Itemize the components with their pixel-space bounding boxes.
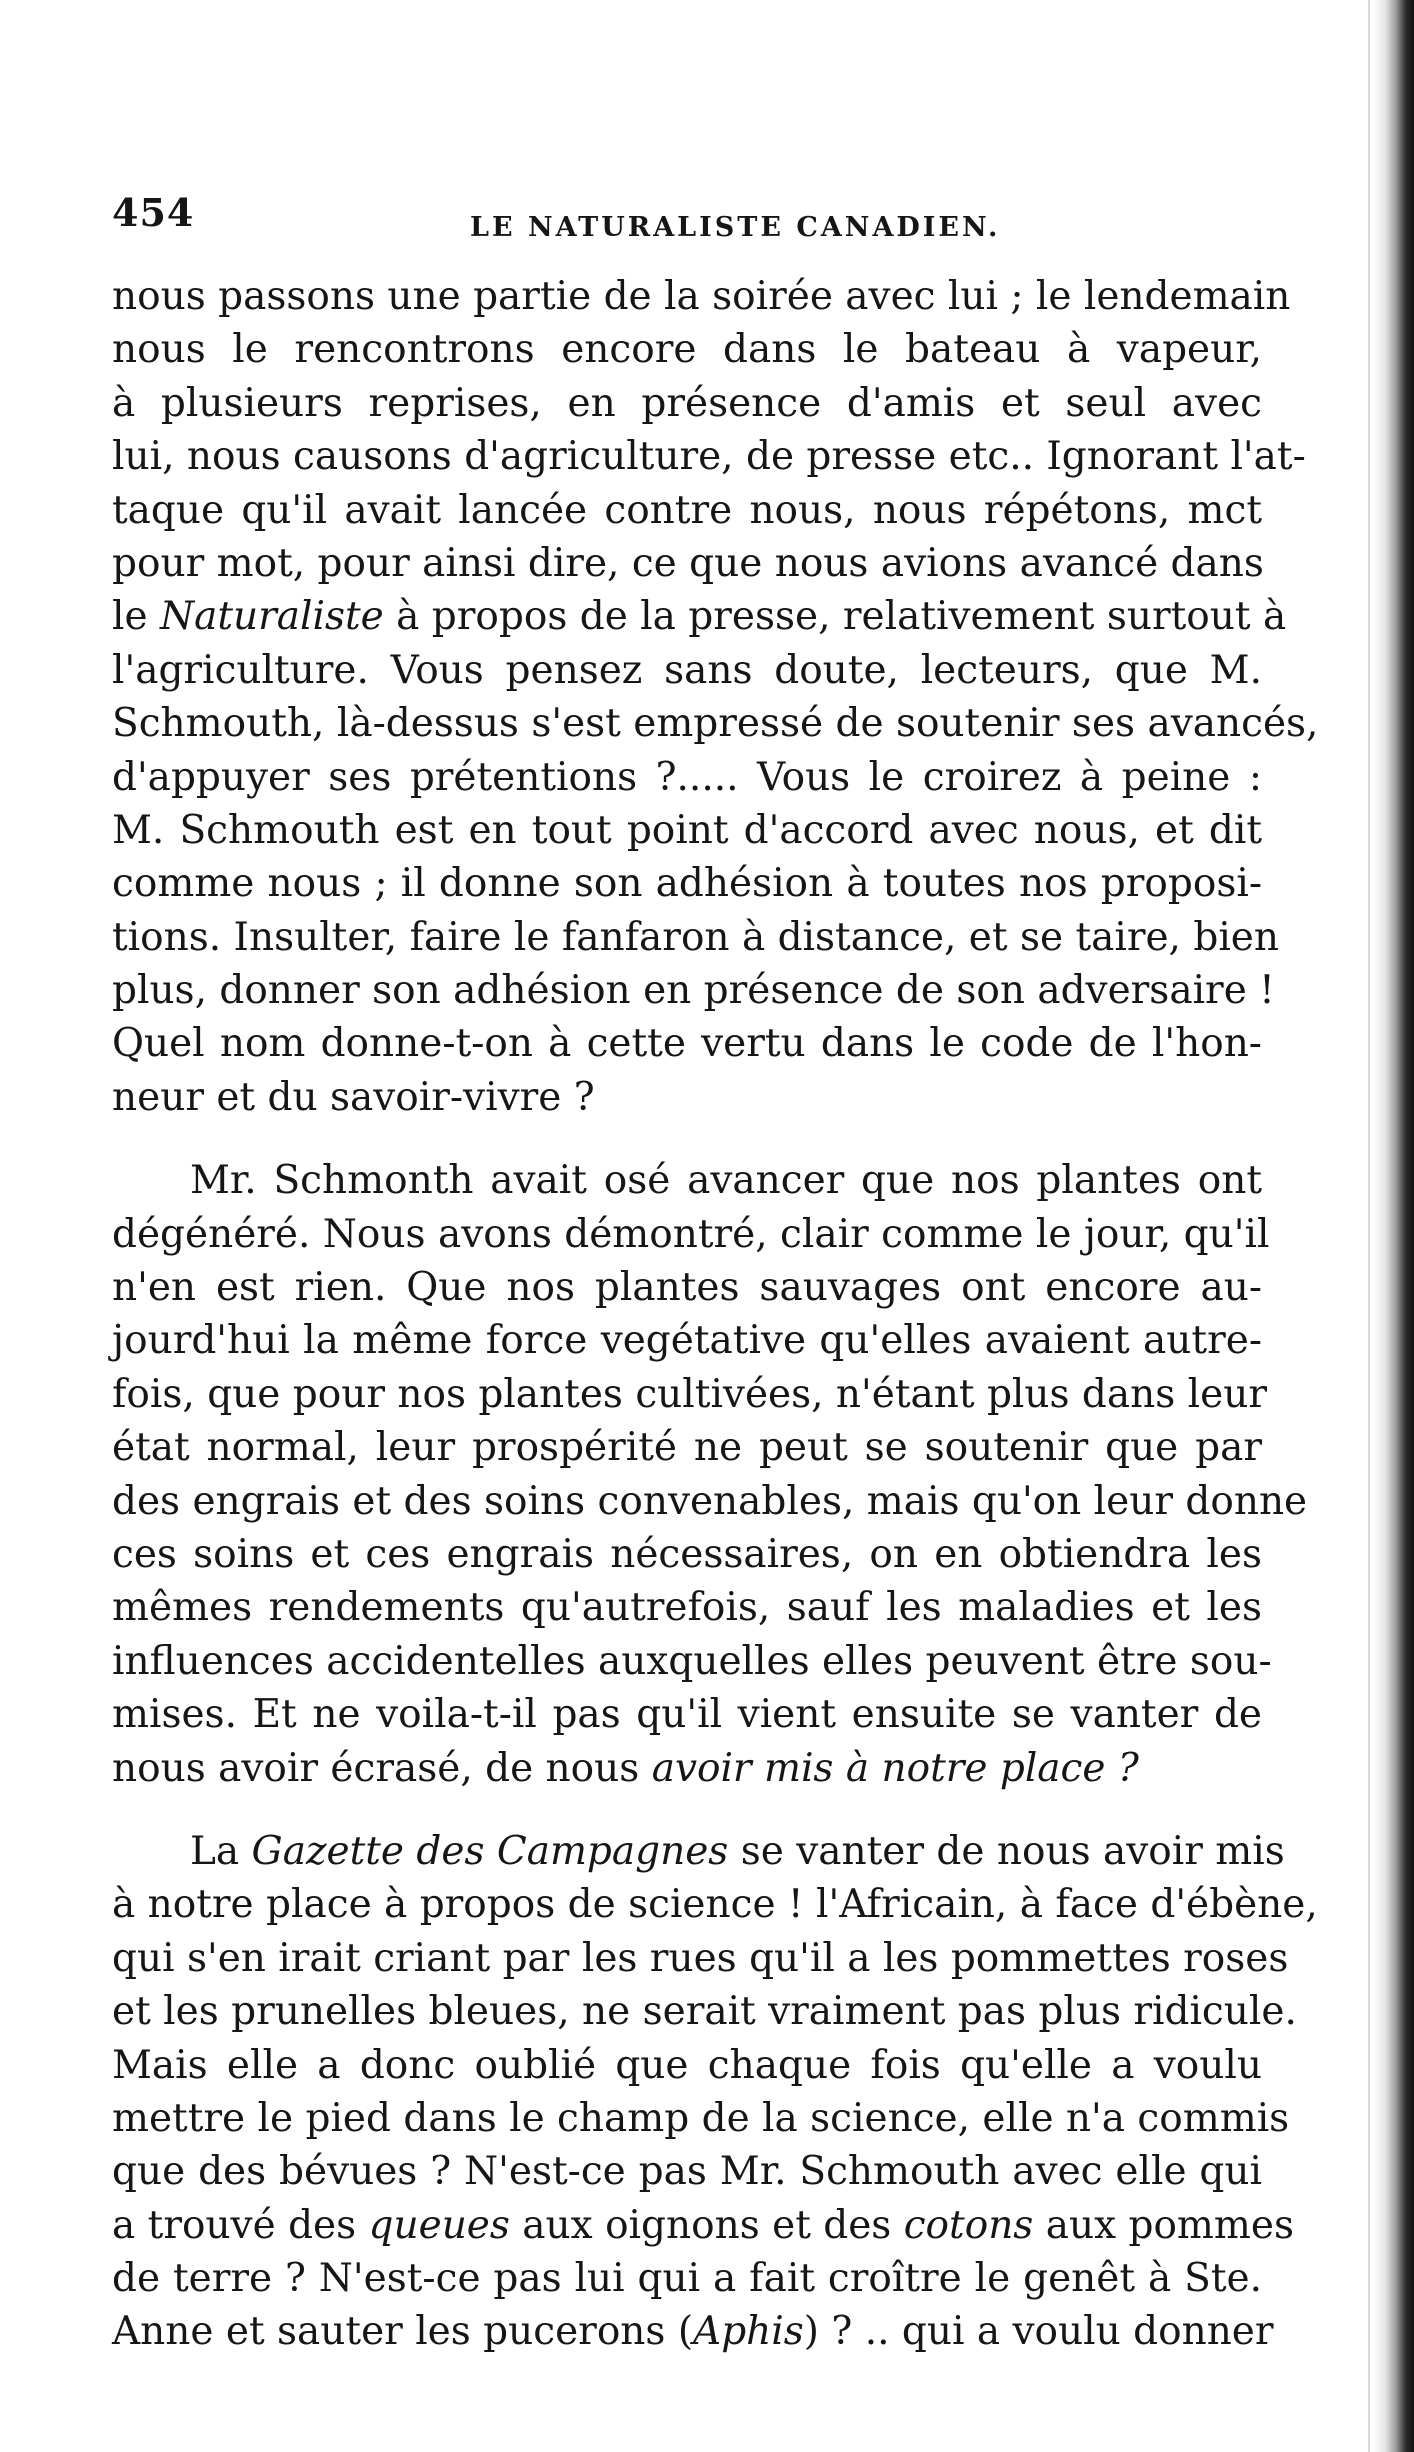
- text-line: et les prunelles bleues, ne serait vraiment pas plus ridicule.: [112, 1989, 1297, 2035]
- text-line: à notre place à propos de science ! l'Africain, à face d'ébène,: [112, 1882, 1318, 1928]
- text-line: ces soins et ces engrais nécessaires, on en obtiendra les: [112, 1531, 1262, 1577]
- text-line: le Naturaliste à propos de la presse, relativement surtout à: [112, 594, 1287, 640]
- text-line: lui, nous causons d'agriculture, de presse etc.. Ignorant l'at-: [112, 434, 1306, 480]
- text-line: nous passons une partie de la soirée avec lui ; le lendemain: [112, 274, 1291, 319]
- text-line: Anne et sauter les pucerons (Aphis) ? .. qui a voulu donner: [112, 2309, 1274, 2355]
- text-line: nous avoir écrasé, de nous avoir mis à notre place ?: [112, 1745, 1139, 1791]
- text-line: tions. Insulter, faire le fanfaron à distance, et se taire, bien: [112, 914, 1279, 960]
- paragraph-gap: [112, 1124, 1262, 1154]
- text-line: nous le rencontrons encore dans le bateau à vapeur,: [112, 327, 1262, 373]
- text-line: taque qu'il avait lancée contre nous, nous répétons, mct: [112, 487, 1262, 533]
- text-line: Mais elle a donc oublié que chaque fois qu'elle a voulu: [112, 2042, 1262, 2088]
- page-body: [112, 270, 1319, 2359]
- text-line: de terre ? N'est-ce pas lui qui a fait croître le genêt à Ste.: [112, 2256, 1262, 2302]
- text-line: mises. Et ne voila-t-il pas qu'il vient ensuite se vanter de: [112, 1692, 1262, 1738]
- running-title: LE NATURALISTE CANADIEN.: [470, 212, 1001, 243]
- paragraph-gap: [112, 1795, 1262, 1825]
- text-line: des engrais et des soins convenables, mais qu'on leur donne: [112, 1478, 1308, 1524]
- text-line: a trouvé des queues aux oignons et des cotons aux pommes: [112, 2202, 1294, 2248]
- text-line: plus, donner son adhésion en présence de son adversaire !: [112, 968, 1275, 1014]
- text-line: M. Schmouth est en tout point d'accord avec nous, et dit: [112, 807, 1262, 853]
- text-line: influences accidentelles auxquelles elles peuvent être sou-: [112, 1638, 1272, 1684]
- text-line: d'appuyer ses prétentions ?..... Vous le croirez à peine :: [112, 754, 1262, 800]
- paragraph-2: [112, 1154, 1308, 1795]
- paragraph-1: [112, 270, 1319, 1124]
- text-line: La Gazette des Campagnes se vanter de nous avoir mis: [190, 1828, 1285, 1874]
- page-edge-shadow: [1368, 0, 1370, 2452]
- text-line: à plusieurs reprises, en présence d'amis et seul avec: [112, 380, 1262, 426]
- text-line: n'en est rien. Que nos plantes sauvages ont encore au-: [112, 1265, 1262, 1311]
- text-line: Quel nom donne-t-on à cette vertu dans le code de l'hon-: [112, 1021, 1262, 1067]
- text-line: pour mot, pour ainsi dire, ce que nous avions avancé dans: [112, 540, 1264, 586]
- text-line: Schmouth, là-dessus s'est empressé de soutenir ses avancés,: [112, 701, 1319, 747]
- text-line: fois, que pour nos plantes cultivées, n'étant plus dans leur: [112, 1371, 1267, 1417]
- text-line: neur et du savoir-vivre ?: [112, 1074, 595, 1120]
- text-line: l'agriculture. Vous pensez sans doute, lecteurs, que M.: [112, 647, 1262, 693]
- text-line: jourd'hui la même force vegétative qu'elles avaient autre-: [112, 1318, 1262, 1364]
- text-line: mettre le pied dans le champ de la science, elle n'a commis: [112, 2095, 1290, 2141]
- page-number: 454: [112, 190, 195, 235]
- text-line: comme nous ; il donne son adhésion à toutes nos proposi-: [112, 861, 1262, 907]
- text-line: qui s'en irait criant par les rues qu'il a les pommettes roses: [112, 1935, 1289, 1981]
- text-line: état normal, leur prospérité ne peut se soutenir que par: [112, 1425, 1262, 1471]
- text-line: que des bévues ? N'est-ce pas Mr. Schmouth avec elle qui: [112, 2149, 1262, 2195]
- text-line: Mr. Schmonth avait osé avancer que nos plantes ont: [190, 1158, 1262, 1204]
- text-line: mêmes rendements qu'autrefois, sauf les maladies et les: [112, 1585, 1262, 1631]
- page-edge: [1374, 0, 1414, 2452]
- paragraph-3: [112, 1825, 1318, 2359]
- text-line: dégénéré. Nous avons démontré, clair comme le jour, qu'il: [112, 1211, 1270, 1257]
- page-header: [112, 190, 1262, 250]
